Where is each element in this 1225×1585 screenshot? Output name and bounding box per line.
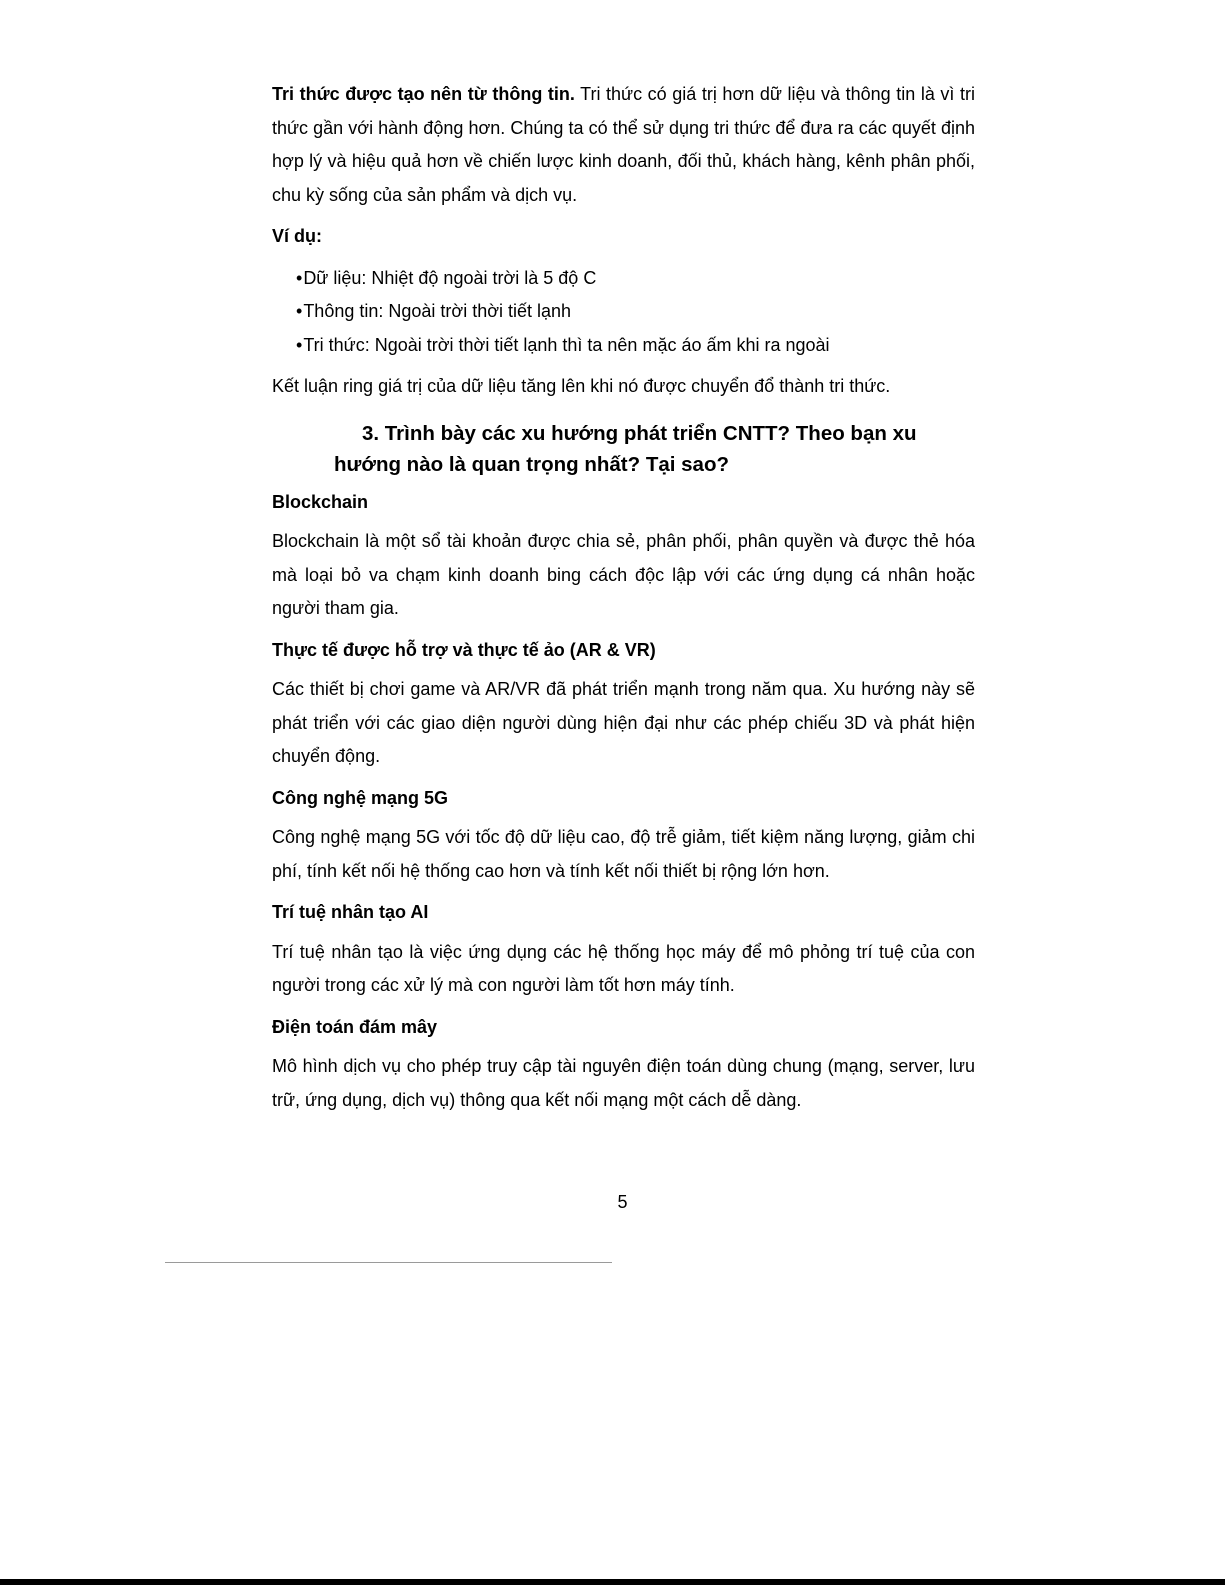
example-item-text: Tri thức: Ngoài trời thời tiết lạnh thì ta nên mặc áo ấm khi ra ngoài (303, 334, 830, 355)
footer-divider (165, 1262, 612, 1263)
bullet-icon: • (296, 334, 303, 355)
section-body: Các thiết bị chơi game và AR/VR đã phát triển mạnh trong năm qua. Xu hướng này sẽ phát triển với các giao diện người dùng hiện đại như các phép chiếu 3D và phát hiện chuyển động. (272, 679, 975, 766)
question-heading (272, 418, 975, 480)
example-label: Ví dụ: (272, 226, 322, 246)
example-item-text: Dữ liệu: Nhiệt độ ngoài trời là 5 độ C (303, 267, 597, 288)
section-5g (272, 782, 975, 889)
conclusion-paragraph: Kết luận ring giá trị của dữ liệu tăng lên khi nó được chuyển đổ thành tri thức. (272, 376, 891, 396)
section-ai (272, 896, 975, 1003)
example-item-data (272, 262, 975, 296)
section-body: Trí tuệ nhân tạo là việc ứng dụng các hệ thống học máy để mô phỏng trí tuệ của con người trong các xử lý mà con người làm tốt hơn máy tính. (272, 941, 975, 995)
section-title: Blockchain (272, 491, 369, 512)
section-title: Điện toán đám mây (272, 1016, 438, 1037)
section-title: Công nghệ mạng 5G (272, 787, 449, 808)
bullet-icon: • (296, 301, 303, 321)
section-cloud (272, 1011, 975, 1118)
section-body: Công nghệ mạng 5G với tốc độ dữ liệu cao, độ trễ giảm, tiết kiệm năng lượng, giảm chi phí, tính kết nối hệ thống cao hơn và tính kết nối thiết bị rộng lớn hơn. (272, 827, 975, 881)
intro-text: Tri thức có giá trị hơn dữ liệu và thông tin là vì tri thức gần với hành động hơn. Chúng ta có thể sử dụng tri thức để đưa ra các quyết định hợp lý và hiệu quả hơn về chiến lược kinh doanh, đối thủ, khách hàng, kênh phân phối, chu kỳ sống của sản phẩm và dịch vụ. (272, 84, 975, 205)
section-title: Thực tế được hỗ trợ và thực tế ảo (AR & VR) (272, 639, 656, 660)
example-item-information (272, 295, 975, 329)
section-blockchain (272, 486, 975, 626)
section-title: Trí tuệ nhân tạo AI (272, 902, 429, 922)
bottom-edge-bar (0, 1579, 1225, 1585)
example-list (272, 262, 975, 363)
question-heading-line-1: 3. Trình bày các xu hướng phát triển CNTT? Theo bạn xu (362, 421, 917, 445)
intro-bold-lead: Tri thức được tạo nên từ thông tin. (272, 84, 575, 104)
page-number: 5 (617, 1192, 628, 1212)
question-heading-line-2: hướng nào là quan trọng nhất? Tại sao? (334, 452, 729, 476)
section-body: Mô hình dịch vụ cho phép truy cập tài nguyên điện toán dùng chung (mạng, server, lưu trữ, ứng dụng, dịch vụ) thông qua kết nối mạng một cách dễ dàng. (272, 1056, 975, 1110)
section-body: Blockchain là một sổ tài khoản được chia sẻ, phân phối, phân quyền và được thẻ hóa mà loại bỏ va chạm kinh doanh bing cách độc lập với các ứng dụng cá nhân hoặc người tham gia. (272, 531, 975, 618)
example-item-knowledge (272, 329, 975, 363)
intro-paragraph (272, 78, 975, 212)
example-item-text: Thông tin: Ngoài trời thời tiết lạnh (303, 301, 572, 321)
section-ar-vr (272, 634, 975, 774)
page-content (272, 78, 975, 1125)
bullet-icon: • (296, 267, 303, 288)
